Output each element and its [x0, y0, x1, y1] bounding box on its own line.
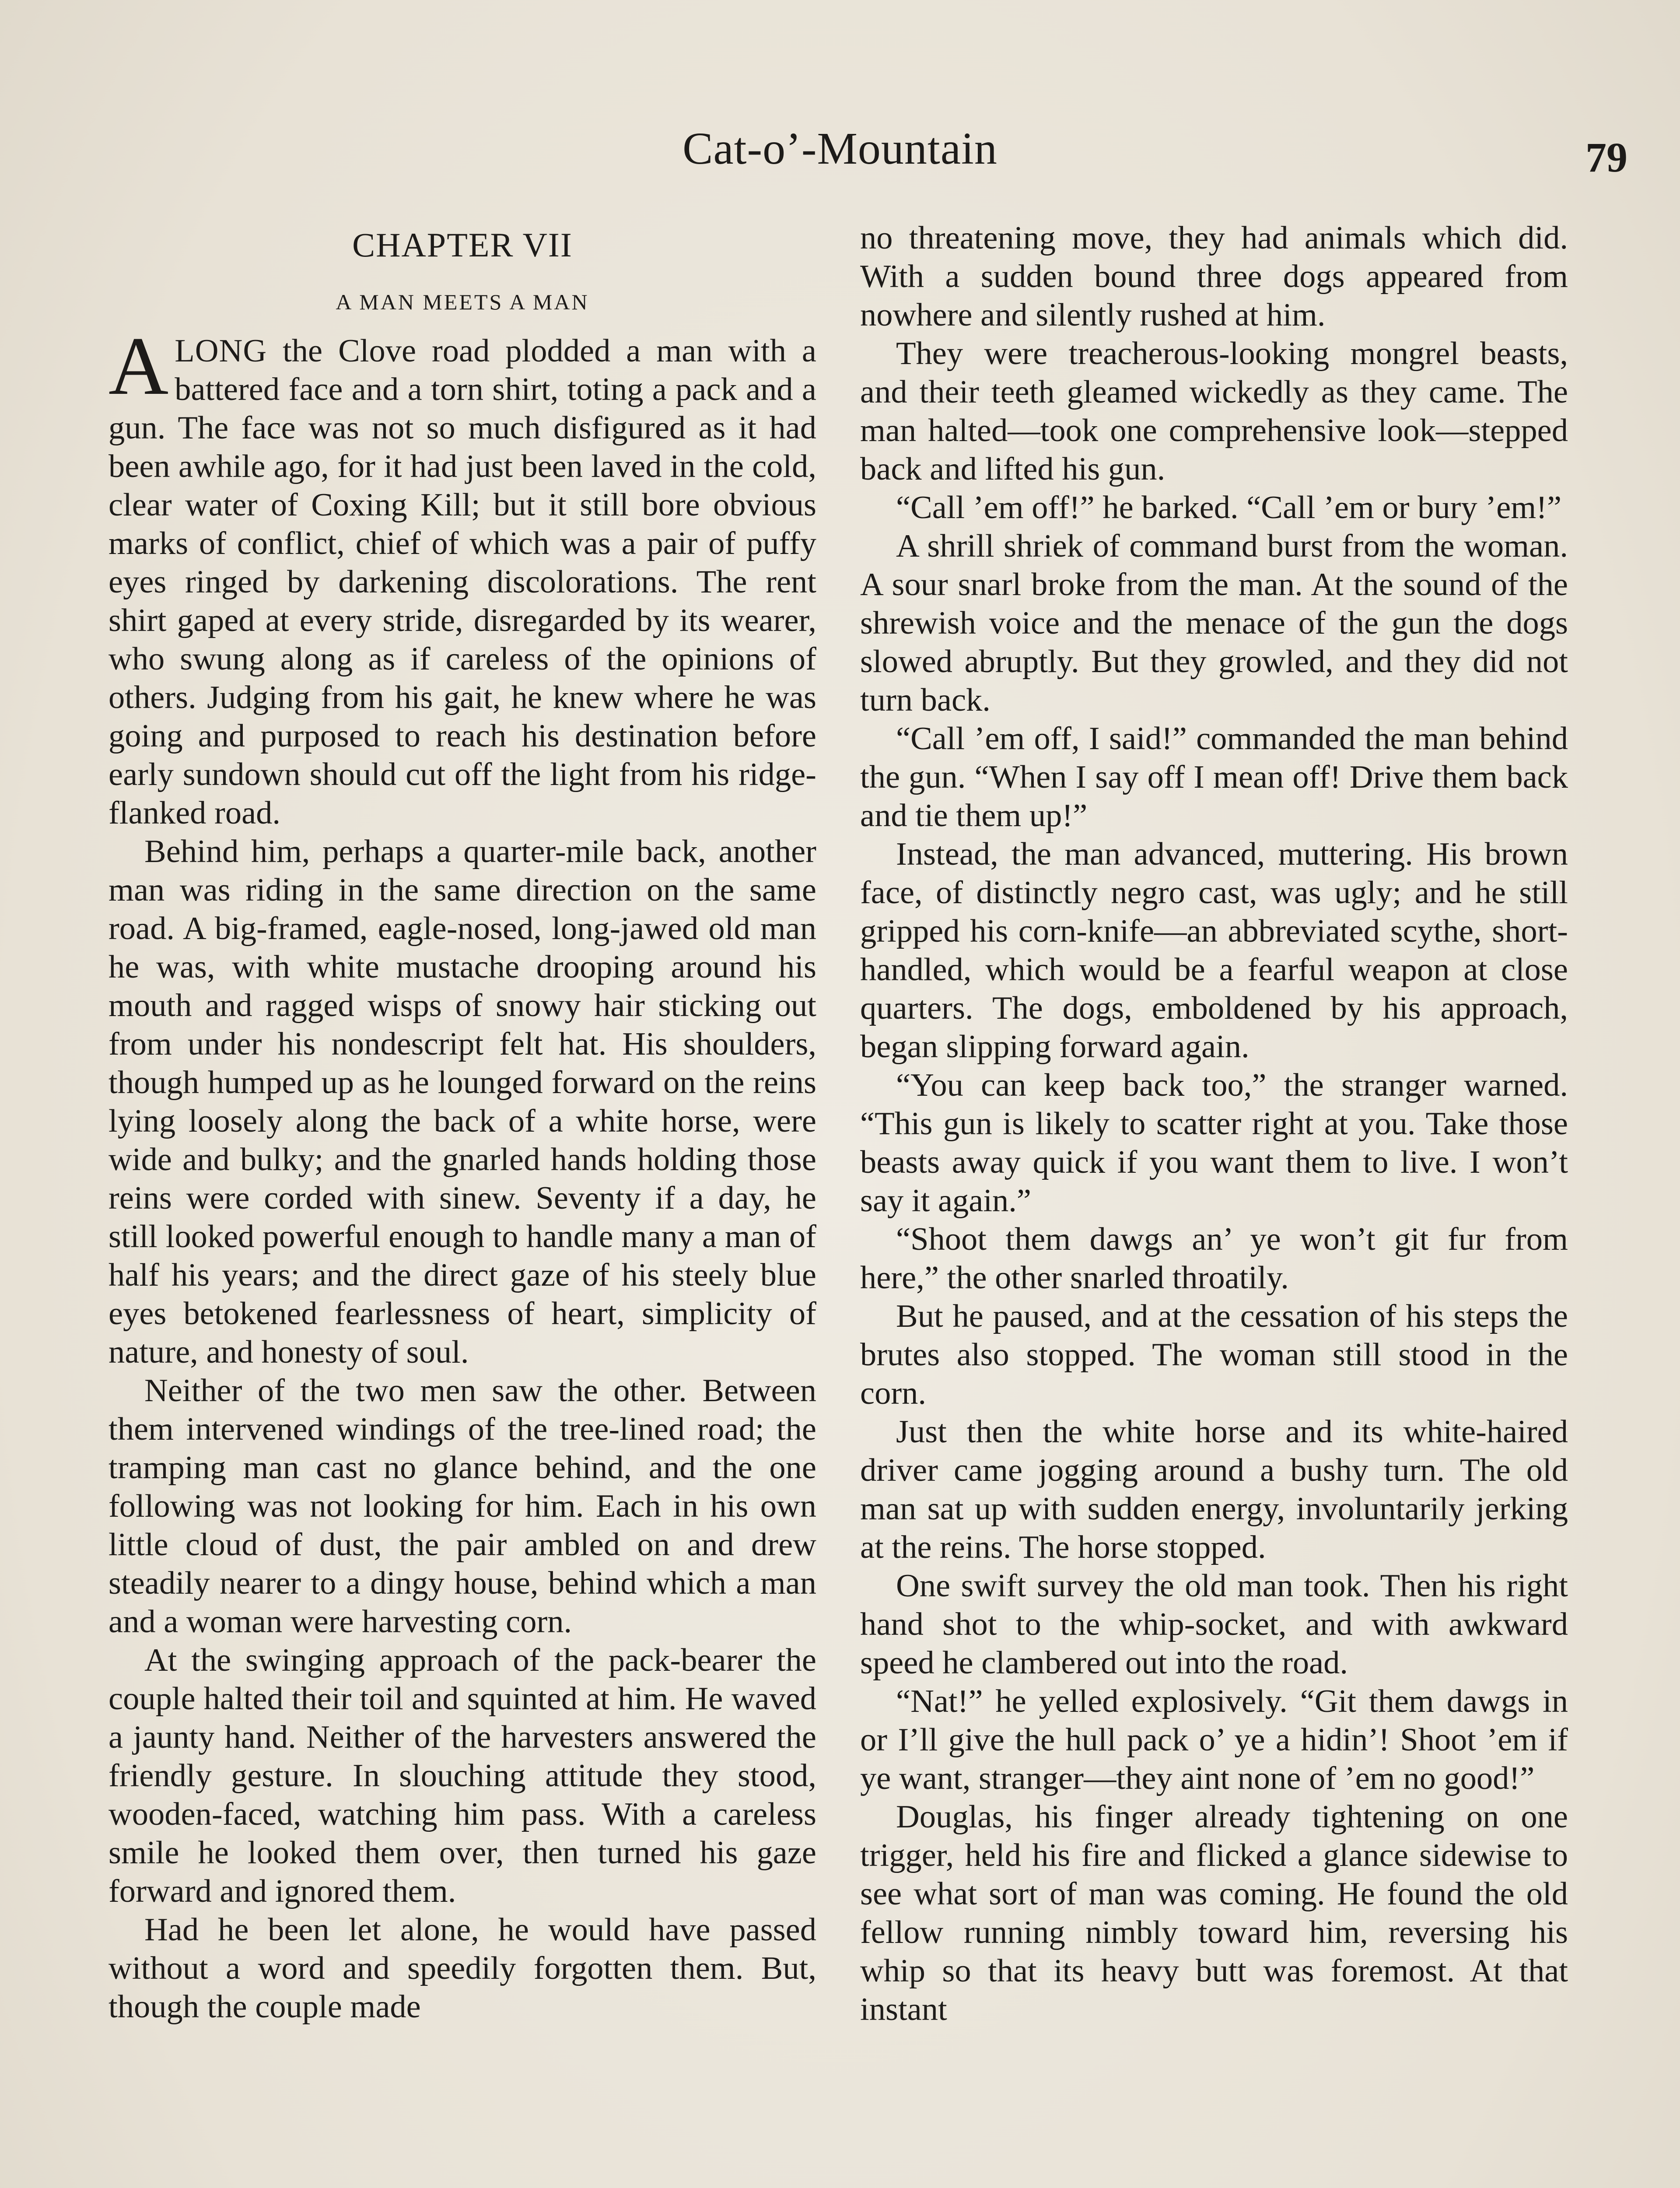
paragraph: Instead, the man advanced, muttering. His brown face, of distinctly negro cast, was ugly; and he still gripped his corn-knife—an abbreviated scythe, short-handled, which would be a fearful weapon at close quarters. The dogs, emboldened by his approach, began slipping forward again.	[860, 836, 1568, 1065]
paragraph: But he paused, and at the cessation of his steps the brutes also stopped. The woman still stood in the corn.	[860, 1298, 1568, 1411]
running-title: Cat-o’-Mountain	[682, 123, 998, 174]
paragraph: A shrill shriek of command burst from the woman. A sour snarl broke from the man. At the sound of the shrewish voice and the menace of the gun the dogs slowed abruptly. But they growled, and they did not turn back.	[860, 528, 1568, 718]
paragraph: At the swinging approach of the pack-bearer the couple halted their toil and squinted at him. He waved a jaunty hand. Neither of the harvesters answered the friendly gesture. In slouching attitude they stood, wooden-faced, watching him pass. With a careless smile he looked them over, then turned his gaze forward and ignored them.	[108, 1642, 816, 1909]
opening-paragraph-text: the Clove road plodded a man with a battered face and a torn shirt, toting a pack and a gun. The face was not so much disfigured as it had been awhile ago, for it had just been laved in the cold, clear water of Coxing Kill; but it still bore obvious marks of conflict, chief of which was a pair of puffy eyes ringed by darkening discolorations. The rent shirt gaped at every stride, disregarded by its wearer, who swung along as if careless of the opinions of others. Judging from his gait, he knew where he was going and purposed to reach his destination before early sundown should cut off the light from his ridge-flanked road.	[108, 333, 816, 831]
paragraph: Behind him, perhaps a quarter-mile back, another man was riding in the same direction on the same road. A big-framed, eagle-nosed, long-jawed old man he was, with white mustache drooping around his mouth and ragged wisps of snowy hair sticking out from under his nondescript felt hat. His shoulders, though humped up as he lounged forward on the reins lying loosely along the back of a white horse, were wide and bulky; and the gnarled hands holding those reins were corded with sinew. Seventy if a day, he still looked powerful enough to handle many a man of half his years; and the direct gaze of his steely blue eyes betokened fearlessness of heart, simplicity of nature, and honesty of soul.	[108, 834, 816, 1370]
paragraph: “Call ’em off!” he barked. “Call ’em or bury ’em!”	[896, 490, 1562, 526]
right-column	[860, 219, 1568, 2029]
left-column	[108, 219, 816, 2026]
continued-paragraph: no threatening move, they had animals which did. With a sudden bound three dogs appeared from nowhere and silently rushed at him.	[860, 220, 1568, 333]
drop-cap: A	[108, 320, 169, 412]
opening-small-caps: LONG	[175, 333, 267, 369]
paragraph: One swift survey the old man took. Then his right hand shot to the whip-socket, and with awkward speed he clambered out into the road.	[860, 1568, 1568, 1681]
paragraph: “Shoot them dawgs an’ ye won’t git fur from here,” the other snarled throatily.	[860, 1221, 1568, 1296]
chapter-subtitle: A MAN MEETS A MAN	[336, 290, 589, 314]
paragraph: They were treacherous-looking mongrel beasts, and their teeth gleamed wickedly as they came. The man halted—took one comprehensive look—stepped back and lifted his gun.	[860, 336, 1568, 487]
paragraph: Douglas, his finger already tightening on one trigger, held his fire and flicked a glance sidewise to see what sort of man was coming. He found the old fellow running nimbly toward him, reversing his whip so that its heavy butt was foremost. At that instant	[860, 1799, 1568, 2027]
chapter-title: CHAPTER VII	[352, 226, 573, 264]
page-number: 79	[1586, 134, 1628, 181]
paragraph: Just then the white horse and its white-haired driver came jogging around a bushy turn. The old man sat up with sudden energy, involuntarily jerking at the reins. The horse stopped.	[860, 1414, 1568, 1565]
paragraph: “You can keep back too,” the stranger warned. “This gun is likely to scatter right at you. Take those beasts away quick if you want them to live. I won’t say it again.”	[860, 1067, 1568, 1219]
opening-paragraph	[108, 320, 816, 832]
paragraph: Had he been let alone, he would have passed without a word and speedily forgotten them. But, though the couple made	[108, 1912, 816, 2025]
paragraph: Neither of the two men saw the other. Between them intervened windings of the tree-lined road; the tramping man cast no glance behind, and the one following was not looking for him. Each in his own little cloud of dust, the pair ambled on and drew steadily nearer to a dingy house, behind which a man and a woman were harvesting corn.	[108, 1373, 816, 1640]
paragraph: “Nat!” he yelled explosively. “Git them dawgs in or I’ll give the hull pack o’ ye a hidin’! Shoot ’em if ye want, stranger—they aint none of ’em no good!”	[860, 1683, 1568, 1796]
paragraph: “Call ’em off, I said!” commanded the man behind the gun. “When I say off I mean off! Drive them back and tie them up!”	[860, 721, 1568, 834]
